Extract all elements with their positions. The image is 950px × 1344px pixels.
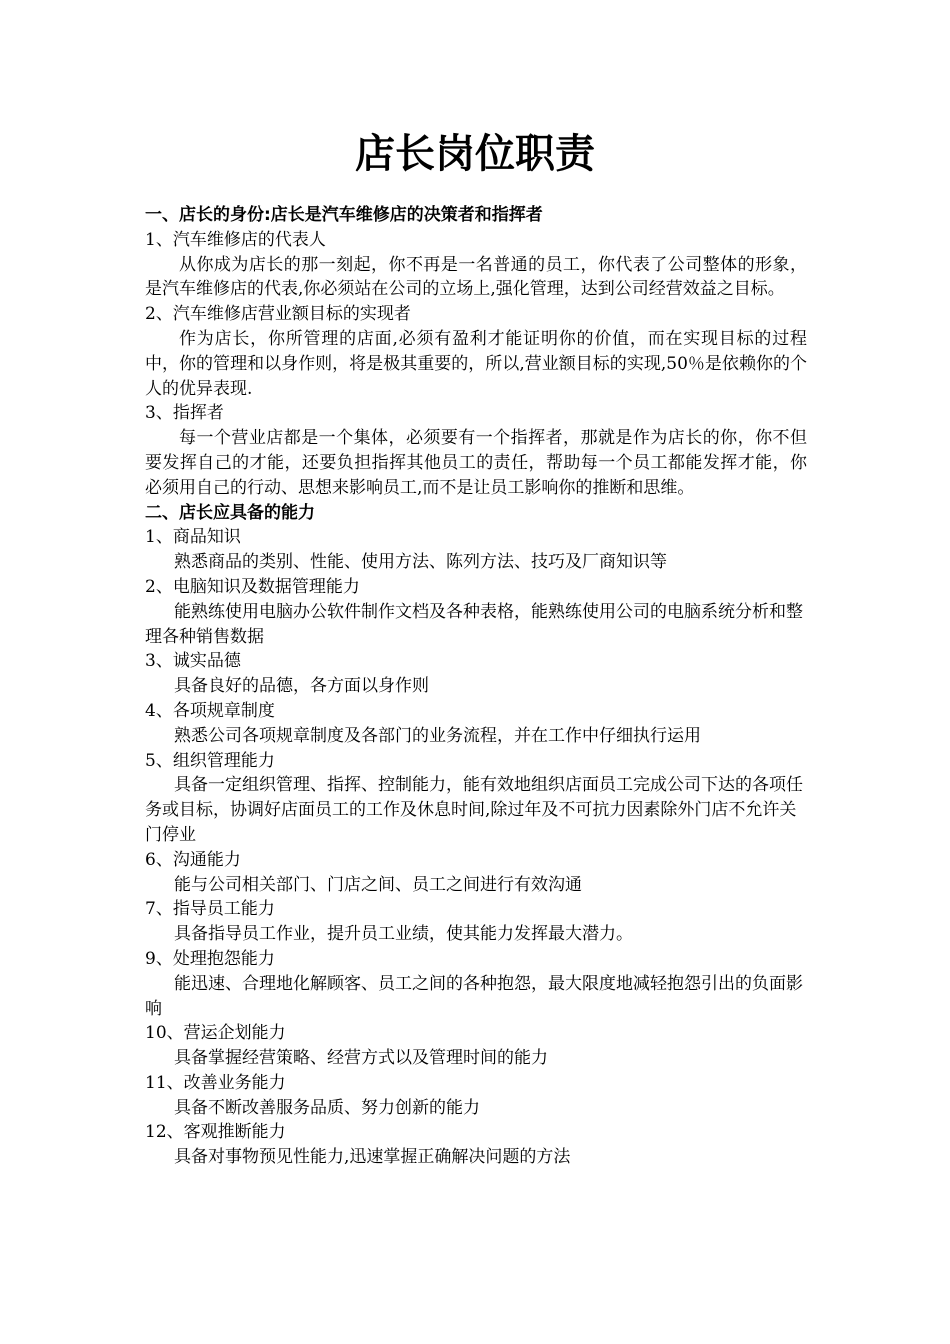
document-body [145,203,807,1170]
item-label: 2、电脑知识及数据管理能力 [145,576,360,597]
item-label: 3、指挥者 [145,403,224,424]
item-label: 7、指导员工能力 [145,899,275,920]
item-label: 1、商品知识 [145,527,241,548]
item-paragraph: 具备不断改善服务品质、努力创新的能力 [174,1097,480,1118]
item-label: 12、客观推断能力 [145,1122,286,1143]
item-label: 5、组织管理能力 [145,750,275,771]
item-label: 10、营运企划能力 [145,1023,286,1044]
item-label: 3、诚实品德 [145,651,241,672]
section-heading: 一、店长的身份:店长是汽车维修店的决策者和指挥者 [145,205,543,225]
item-label: 6、沟通能力 [145,849,241,870]
item-paragraph: 具备良好的品德，各方面以身作则 [174,676,429,697]
item-label: 9、处理抱怨能力 [145,948,275,969]
item-paragraph: 能迅速、合理地化解顾客、员工之间的各种抱怨，最大限度地减轻抱怨引出的负面影响 [145,973,803,1019]
item-paragraph: 能与公司相关部门、门店之间、员工之间进行有效沟通 [174,874,582,895]
item-paragraph: 熟悉商品的类别、性能、使用方法、陈列方法、技巧及厂商知识等 [174,552,667,573]
item-paragraph: 具备一定组织管理、指挥、控制能力，能有效地组织店面员工完成公司下达的各项任务或目标，协调好店面员工的工作及休息时间,除过年及不可抗力因素除外门店不允许关门停业 [145,775,803,845]
item-label: 2、汽车维修店营业额目标的实现者 [145,304,411,325]
section-heading: 二、店长应具备的能力 [145,502,315,523]
document-title: 店长岗位职责 [355,131,595,177]
item-paragraph: 具备掌握经营策略、经营方式以及管理时间的能力 [174,1048,548,1069]
item-paragraph: 作为店长，你所管理的店面,必须有盈利才能证明你的价值，而在实现目标的过程中，你的管理和以身作则，将是极其重要的，所以,营业额目标的实现,50％是依赖你的个人的优异表现. [145,328,807,399]
item-paragraph: 能熟练使用电脑办公软件制作文档及各种表格，能熟练使用公司的电脑系统分析和整理各种销售数据 [145,601,803,647]
item-paragraph: 从你成为店长的那一刻起，你不再是一名普通的员工，你代表了公司整体的形象，是汽车维修店的代表,你必须站在公司的立场上,强化管理，达到公司经营效益之目标。 [145,254,807,300]
item-paragraph: 具备对事物预见性能力,迅速掌握正确解决问题的方法 [174,1147,571,1168]
item-label: 1、汽车维修店的代表人 [145,229,326,250]
item-paragraph: 熟悉公司各项规章制度及各部门的业务流程，并在工作中仔细执行运用 [174,725,701,746]
item-paragraph: 具备指导员工作业，提升员工业绩，使其能力发挥最大潜力。 [174,924,633,945]
item-label: 11、改善业务能力 [145,1072,286,1093]
item-label: 4、各项规章制度 [145,700,275,721]
item-paragraph: 每一个营业店都是一个集体，必须要有一个指挥者，那就是作为店长的你，你不但要发挥自己的才能，还要负担指挥其他员工的责任，帮助每一个员工都能发挥才能，你必须用自己的行动、思想来影响员工,而不是让员工影响你的推断和思维。 [145,428,807,498]
